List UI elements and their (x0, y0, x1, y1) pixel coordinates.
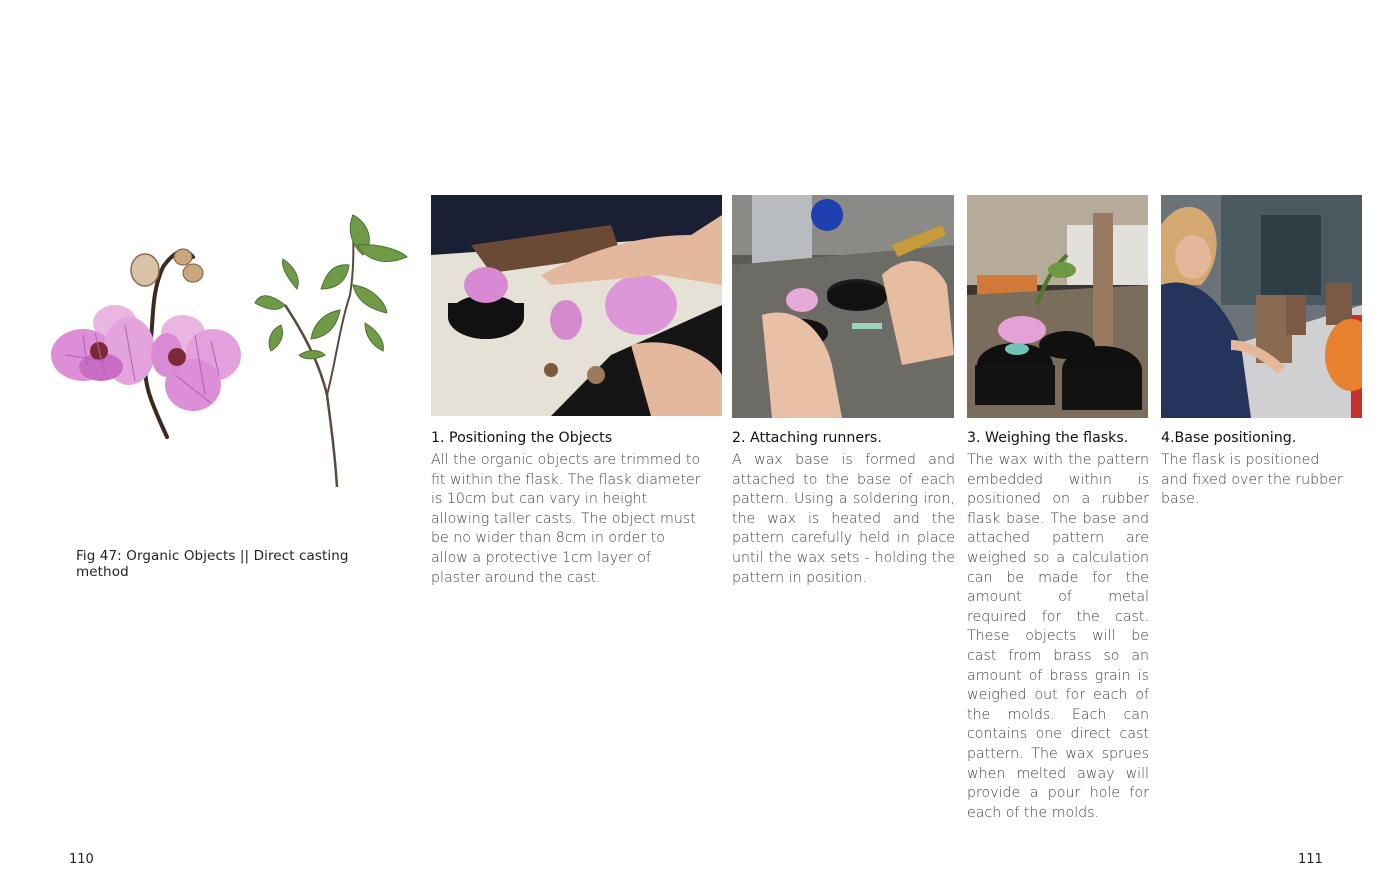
page-number-right: 111 (1298, 852, 1323, 867)
page-number-left: 110 (69, 852, 94, 867)
step-3-title: 3. Weighing the flasks. (967, 430, 1129, 446)
step-1 (431, 429, 704, 588)
photo-weighing-flasks (967, 195, 1148, 418)
step-2-title: 2. Attaching runners. (732, 430, 882, 446)
step-3-body: The wax with the pattern embedded within is positioned on a rubber flask base. The base and attached pattern are weighed so a calculation can be made for the amount of metal required for the cast. These objects will be cast from brass so an amount of brass grain is weighed out for each of the molds. Each can contains one direct cast pattern. The wax sprues when melted away will provide a pour hole for each of the molds. (967, 452, 1149, 821)
step-1-title: 1. Positioning the Objects (431, 430, 613, 446)
orchid-illustration (35, 205, 420, 505)
photo-positioning-objects (431, 195, 722, 416)
step-4-body: The flask is positioned and fixed over the rubber base. (1161, 452, 1343, 508)
step-3 (967, 429, 1149, 823)
step-4 (1161, 429, 1346, 510)
step-2-body: A wax base is formed and attached to the base of each pattern. Using a soldering iron, the wax is heated and the pattern carefully held in place until the wax sets - holding the pattern in position. (732, 452, 955, 586)
step-1-body: All the organic objects are trimmed to fit within the flask. The flask diameter is 10cm but can vary in height allowing taller casts. The object must be no wider than 8cm in order to allow a protective 1cm layer of plaster around the cast. (431, 452, 701, 586)
step-4-title: 4.Base positioning. (1161, 430, 1297, 446)
photo-attaching-runners (732, 195, 954, 418)
photo-base-positioning (1161, 195, 1362, 418)
step-2 (732, 429, 955, 588)
figure-caption: Fig 47: Organic Objects || Direct casting method (76, 548, 349, 580)
